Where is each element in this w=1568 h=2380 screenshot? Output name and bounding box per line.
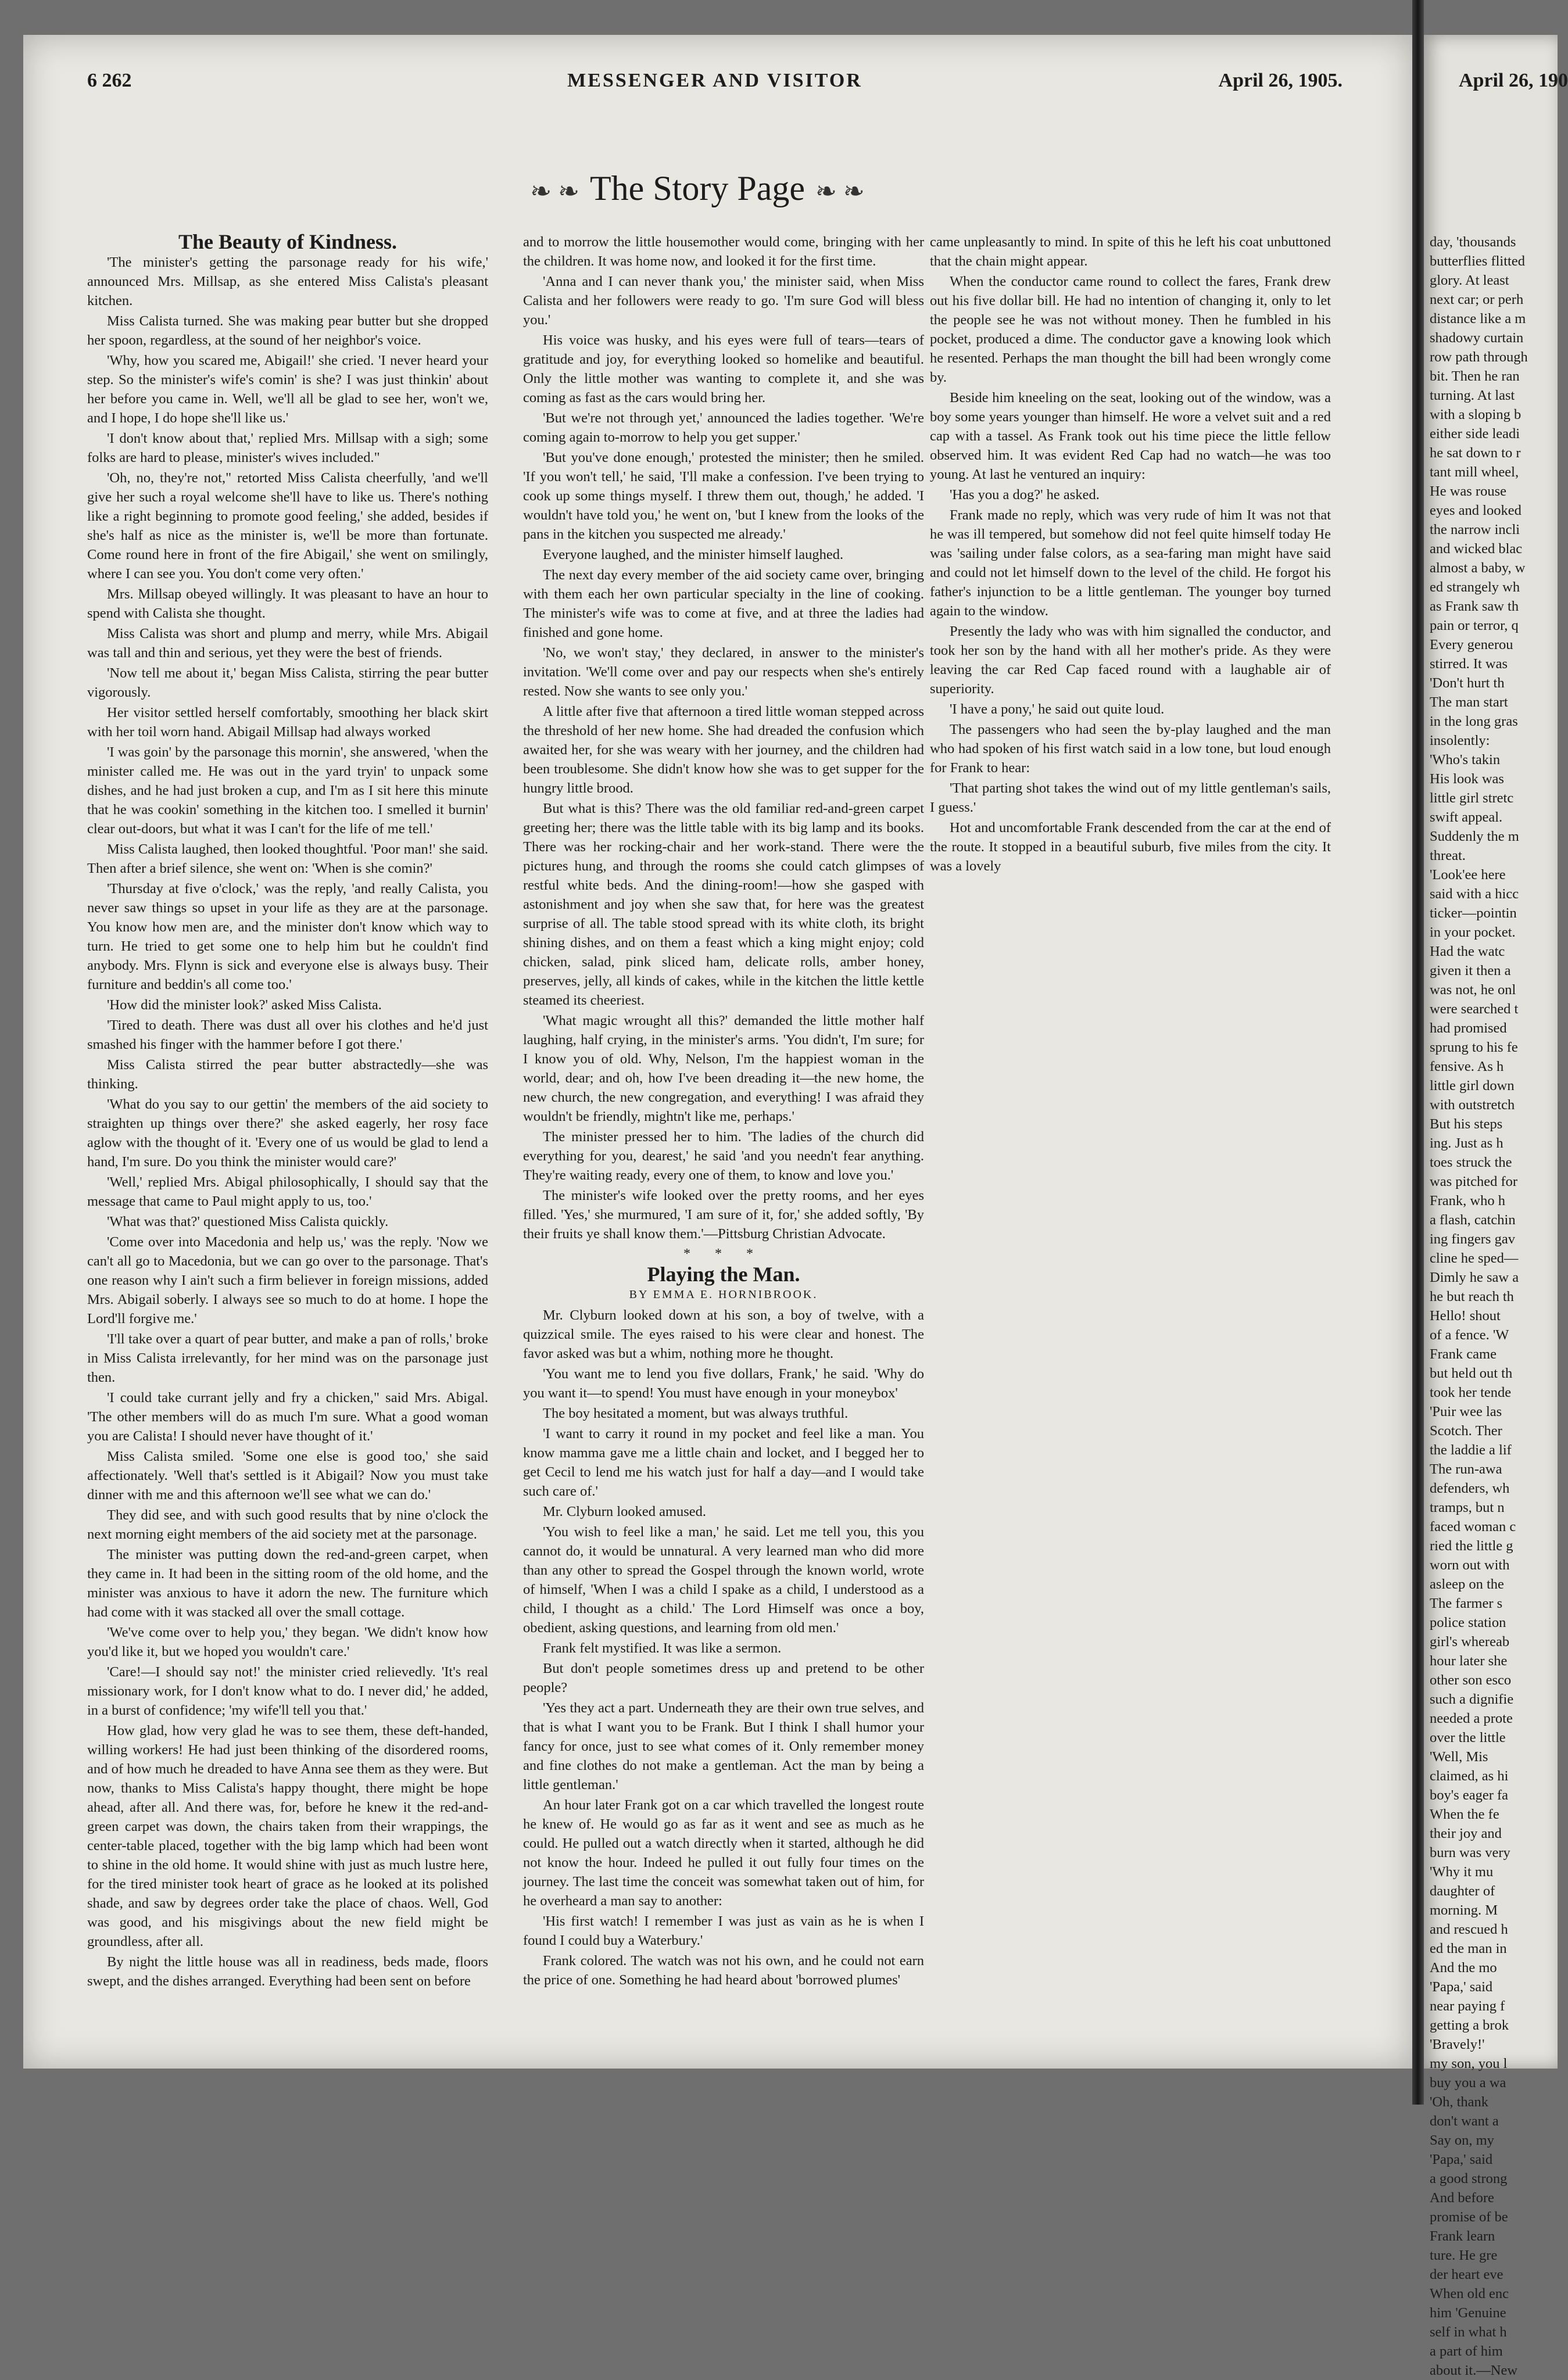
- fragment-line: ried the little g: [1430, 1538, 1513, 1554]
- story-paragraph: The minister pressed her to him. 'The ladies of the church did everything for you, dearest,' he said 'and you needn't fear anything. They're waiting ready, every one of them, to know and love you.': [523, 1129, 924, 1183]
- fragment-line: almost a baby, w: [1430, 560, 1526, 576]
- story-paragraph: By night the little house was all in readiness, beds made, floors swept, and the dishes arranged. Everything had been sent on before: [87, 1954, 488, 1989]
- story-paragraph: 'I have a pony,' he said out quite loud.: [950, 701, 1165, 717]
- fragment-line: had promised: [1430, 1020, 1507, 1036]
- fragment-line: eyes and looked: [1430, 503, 1522, 518]
- fragment-line: ed strangely wh: [1430, 579, 1520, 595]
- story-paragraph: Miss Calista turned. She was making pear butter but she dropped her spoon, regardless, at the sound of her neighbor's voice.: [87, 313, 488, 348]
- fragment-line: 'Why it mu: [1430, 1864, 1494, 1880]
- story-paragraph: Frank made no reply, which was very rude of him It was not that he was ill tempered, but somehow did not feel quite himself today He was 'sailing under false colors, as a sea-faring man might have said and could not let himself down to the level of the child. He forgot his father's injunction to be a little gentleman. The younger boy turned again to the window.: [930, 507, 1331, 619]
- story-paragraph: 'You want me to lend you five dollars, Frank,' he said. 'Why do you want it—to spend! You must have enough in your moneybox': [523, 1366, 924, 1401]
- fragment-line: fensive. As h: [1430, 1059, 1504, 1074]
- story-paragraph: Hot and uncomfortable Frank descended from the car at the end of the route. It stopped in a beautiful suburb, five miles from the city. It was a lovely: [930, 820, 1331, 874]
- fragment-line: took her tende: [1430, 1385, 1512, 1400]
- fragment-line: shadowy curtain: [1430, 330, 1524, 346]
- column-2: [523, 232, 924, 1999]
- fragment-line: stirred. It was: [1430, 656, 1508, 672]
- story-paragraph: 'I was goin' by the parsonage this mornin', she answered, 'when the minister called me. He was out in the yard tryin' to unpack some dishes, and he had just broken a cup, and I'm as I sit here this minute that he was cookin' something in the kitchen too. I smelled it burnin' clear out-doors, but what it was I can't for the life of me tell.': [87, 744, 488, 837]
- fragment-line: police station: [1430, 1615, 1506, 1630]
- story-paragraph-continued: and to morrow the little housemother would come, bringing with her the children. It was home now, and looked it for the first time.: [523, 234, 924, 269]
- story-paragraph: 'What magic wrought all this?' demanded the little mother half laughing, half crying, in the minister's arms. 'You didn't, I'm sure; for I know you of old. Why, Nelson, I'm the happiest woman in the world, dear; and oh, how I've been dreading it—the new home, the new church, the new congregation, and everything! I was afraid they wouldn't be friendly, mightn't like me, perhaps.': [523, 1013, 924, 1124]
- story-paragraph: 'That parting shot takes the wind out of my little gentleman's sails, I guess.': [930, 780, 1331, 815]
- fragment-line: given it then a: [1430, 963, 1511, 978]
- fragment-line: promise of be: [1430, 2209, 1508, 2225]
- story-paragraph: Presently the lady who was with him signalled the conductor, and took her son by the hand with all her mother's pride. As they were leaving the car Red Cap faced round with a laughable air of superiority.: [930, 623, 1331, 697]
- story-paragraph: 'Has you a dog?' he asked.: [950, 487, 1100, 503]
- story-paragraph: Frank colored. The watch was not his own, and he could not earn the price of one. Something he had heard about 'borrowed plumes': [523, 1953, 924, 1988]
- fragment-line: their joy and: [1430, 1826, 1502, 1841]
- story-paragraph: Mrs. Millsap obeyed willingly. It was pleasant to have an hour to spend with Calista she thought.: [87, 586, 488, 621]
- story-paragraph: 'What do you say to our gettin' the members of the aid society to straighten up things over there?' she asked eagerly, her rosy face aglow with the thought of it. 'Every one of us would be glad to lend a hand, I'm sure. Do you think the minister would care?': [87, 1096, 488, 1170]
- story-paragraph: But what is this? There was the old familiar red-and-green carpet greeting her; there was the little table with its big lamp and its books. There was her rocking-chair and her work-stand. There were the pictures hung, and through the rooms she could catch glimpses of restful white beds. And the dining-room!—how she gasped with astonishment and joy when she saw that, for here was the greatest surprise of all. The table stood spread with its white cloth, its bright shining dishes, and on them a feast which a king might enjoy; cold chicken, salad, pink sliced ham, delicate rolls, amber honey, preserves, jelly, all kinds of cakes, while in the kitchen the little kettle steamed its cheeriest.: [523, 801, 924, 1008]
- fragment-line: tramps, but n: [1430, 1500, 1505, 1515]
- fragment-line: sprung to his fe: [1430, 1040, 1518, 1055]
- story-paragraph: 'How did the minister look?' asked Miss Calista.: [107, 997, 382, 1013]
- fragment-line: The run-awa: [1430, 1461, 1502, 1477]
- fragment-line: day, 'thousands: [1430, 234, 1516, 250]
- column-1: [87, 232, 488, 1999]
- masthead: MESSENGER AND VISITOR: [567, 70, 862, 91]
- fragment-line: butterflies flitted: [1430, 253, 1525, 269]
- fragment-line: said with a hicc: [1430, 886, 1519, 902]
- story-byline: BY EMMA E. HORNIBROOK.: [629, 1288, 818, 1301]
- story-paragraph: 'I'll take over a quart of pear butter, and make a pan of rolls,' broke in Miss Calista irrelevantly, for her mind was on the parsonage just then.: [87, 1331, 488, 1385]
- fragment-line: was not, he onl: [1430, 982, 1516, 998]
- story-paragraph: The minister's wife looked over the pretty rooms, and her eyes filled. 'Yes,' she murmured, 'I am sure of it, for,' she added softly, 'By their fruits ye shall know them.'—Pittsburg Christian Advocate.: [523, 1188, 924, 1242]
- story-paragraph: How glad, how very glad he was to see them, these deft-handed, willing workers! He had just been thinking of the disordered rooms, and of how much he dreaded to have Anna see them as they were. But now, thanks to Miss Calista's happy thought, there might be hope ahead, after all. And there was, for, before he knew it the red-and-green carpet was down, the chairs taken from their wrappings, the center-table placed, together with the big lamp which had been wont to shine in the old home. It would shine with just as much lustre here, for the tired minister took heart of grace as he looked at its polished shade, and saw by degrees order take the place of chaos. Well, God was good, and his misgivings about the new field might be groundless, after all.: [87, 1723, 488, 1949]
- story-paragraph: When the conductor came round to collect the fares, Frank drew out his five dollar bill. He had no intention of changing it, only to let the people see he was not without money. Then he fumbled in his pocket, produced a dime. The conductor gave a knowing look which he resented. Perhaps the man thought the bill had been wrongly come by.: [930, 274, 1331, 385]
- leaf-ornament-icon: ❧ ❧: [530, 177, 580, 206]
- story-paragraph: 'The minister's getting the parsonage ready for his wife,' announced Mrs. Millsap, as she entered Miss Calista's pleasant kitchen.: [87, 255, 488, 309]
- fragment-line: and wicked blac: [1430, 541, 1523, 557]
- fragment-line: hour later she: [1430, 1653, 1508, 1669]
- fragment-line: little girl down: [1430, 1078, 1515, 1094]
- fragment-line: And the mo: [1430, 1960, 1497, 1976]
- fragment-line: him 'Genuine: [1430, 2305, 1506, 2321]
- story-title: Playing the Man.: [647, 1263, 800, 1286]
- fragment-line: of a fence. 'W: [1430, 1327, 1509, 1343]
- fragment-line: in your pocket.: [1430, 924, 1516, 940]
- fragment-line: 'Bravely!': [1430, 2037, 1485, 2052]
- story-paragraph: 'Well,' replied Mrs. Abigal philosophically, I should say that the message that came to Paul might apply to us, too.': [87, 1174, 488, 1209]
- newspaper-page: [23, 35, 1412, 2069]
- fragment-line: ticker—pointin: [1430, 905, 1517, 921]
- fragment-line: ed the man in: [1430, 1941, 1507, 1956]
- leaf-ornament-icon: ❧ ❧: [815, 177, 865, 206]
- fragment-line: either side leadi: [1430, 426, 1520, 442]
- story-paragraph: 'We've come over to help you,' they began. 'We didn't know how you'd like it, but we hoped you wouldn't care.': [87, 1625, 488, 1659]
- fragment-line: glory. At least: [1430, 273, 1509, 288]
- story-title: The Beauty of Kindness.: [178, 230, 398, 253]
- fragment-line: next car; or perh: [1430, 292, 1524, 307]
- fragment-line: 'Puir wee las: [1430, 1404, 1502, 1420]
- story-paragraph: 'His first watch! I remember I was just as vain as he is when I found I could buy a Waterbury.': [523, 1913, 924, 1948]
- fragment-line: 'Don't hurt th: [1430, 675, 1505, 691]
- fragment-line: and rescued h: [1430, 1922, 1508, 1937]
- story-paragraph: The minister was putting down the red-and-green carpet, when they came in. It had been in the sitting room of the old home, and the minister was anxious to have it adorn the new. The furniture which had come with it was stacked all over the small cottage.: [87, 1547, 488, 1620]
- story-paragraph: 'But you've done enough,' protested the minister; then he smiled. 'If you won't tell,' he said, 'I'll make a confession. I've been trying to cook up some things myself. I threw them out, though,' he added. 'I wouldn't have told you,' he went on, 'but I knew from the looks of the pans in the kitchen you suspected me already.': [523, 450, 924, 542]
- fragment-line: der heart eve: [1430, 2267, 1503, 2282]
- fragment-line: over the little: [1430, 1730, 1506, 1745]
- story-paragraph: 'What was that?' questioned Miss Calista quickly.: [107, 1214, 389, 1230]
- story-paragraph: 'You wish to feel like a man,' he said. Let me tell you, this you cannot do, it would be unnatural. A very learned man who did more than any other to spread the Gospel through the known world, wrote of himself, 'When I was a child I spake as a child, I understood as a child, I thought as a child.' The Lord Himself was once a boy, obedient, asking questions, and learning from old men.': [523, 1524, 924, 1636]
- fragment-line: He was rouse: [1430, 483, 1506, 499]
- fragment-line: toes struck the: [1430, 1155, 1512, 1170]
- column-3: [930, 232, 1331, 1999]
- fragment-line: morning. M: [1430, 1902, 1498, 1918]
- fragment-line: about it.—New: [1430, 2363, 1518, 2378]
- fragment-line: as Frank saw th: [1430, 598, 1519, 614]
- fragment-line: was pitched for: [1430, 1174, 1518, 1189]
- story-paragraph: An hour later Frank got on a car which travelled the longest route he knew of. He would go as far as it went and see as much as he could. He pulled out a watch directly when it started, although he did not know the hour. Indeed he pulled it out fully four times on the journey. The last time the conceit was somewhat taken out of him, for he overheard a man say to another:: [523, 1797, 924, 1909]
- fragment-line: needed a prote: [1430, 1711, 1513, 1726]
- page-gutter: [1412, 0, 1424, 2105]
- fragment-line: Hello! shout: [1430, 1308, 1501, 1324]
- story-paragraph: 'But we're not through yet,' announced the ladies together. 'We're coming again to-morrow to help you get supper.': [523, 410, 924, 445]
- fragment-line: were searched t: [1430, 1001, 1519, 1017]
- fragment-line: buy you a wa: [1430, 2075, 1506, 2091]
- story-paragraph: 'Now tell me about it,' began Miss Calista, stirring the pear butter vigorously.: [87, 665, 488, 700]
- story-paragraph: Miss Calista stirred the pear butter abstractedly—she was thinking.: [87, 1057, 488, 1092]
- fragment-line: 'Well, Mis: [1430, 1749, 1488, 1765]
- fragment-line: Had the watc: [1430, 944, 1505, 959]
- story-paragraph: 'Care!—I should say not!' the minister cried relievedly. 'It's real missionary work, for I don't know what to do. I never did,' he added, in a burst of confidence; 'my wife'll tell you that.': [87, 1664, 488, 1718]
- fragment-line: but held out th: [1430, 1365, 1513, 1381]
- fragment-line: burn was very: [1430, 1845, 1510, 1861]
- story-paragraph: 'I don't know about that,' replied Mrs. Millsap with a sigh; some folks are hard to please, minister's wives included.": [87, 431, 488, 465]
- fragment-line: distance like a m: [1430, 311, 1526, 327]
- story-paragraph: They did see, and with such good results that by nine o'clock the next morning eight members of the aid society met at the parsonage.: [87, 1507, 488, 1542]
- fragment-line: worn out with: [1430, 1557, 1510, 1573]
- fragment-line: turning. At last: [1430, 388, 1515, 403]
- fragment-line: Frank learn: [1430, 2228, 1495, 2244]
- fragment-line: such a dignifie: [1430, 1691, 1514, 1707]
- fragment-line: he but reach th: [1430, 1289, 1514, 1304]
- fragment-line: swift appeal.: [1430, 809, 1503, 825]
- fragment-line: Suddenly the m: [1430, 829, 1519, 844]
- story-paragraph: 'Tired to death. There was dust all over his clothes and he'd just smashed his finger with the hammer before I got there.': [87, 1017, 488, 1052]
- fragment-line: with outstretch: [1430, 1097, 1515, 1113]
- story-paragraph: Miss Calista was short and plump and merry, while Mrs. Abigail was tall and thin and serious, yet they were the best of friends.: [87, 626, 488, 661]
- fragment-line: When the fe: [1430, 1806, 1499, 1822]
- section-separator: * * *: [683, 1246, 764, 1261]
- fragment-line: tant mill wheel,: [1430, 464, 1519, 480]
- page-number: 6 262: [87, 70, 132, 91]
- story-paragraph: Mr. Clyburn looked amused.: [543, 1504, 707, 1519]
- fragment-line: Frank, who h: [1430, 1193, 1505, 1209]
- fragment-line: 'Oh, thank: [1430, 2094, 1489, 2110]
- fragment-line: insolently:: [1430, 733, 1490, 748]
- facing-page-column: [1430, 232, 1552, 2380]
- issue-date: April 26, 1905.: [1218, 70, 1343, 91]
- story-paragraph: Her visitor settled herself comfortably, smoothing her black skirt with her toil worn hand. Abigail Millsap had always worked: [87, 705, 488, 740]
- fragment-line: 'Papa,' said: [1430, 2152, 1493, 2167]
- story-paragraph: 'Why, how you scared me, Abigail!' she cried. 'I never heard your step. So the minister's wife's comin' is she? I was just thinkin' about her before you came in. Well, we'll all be glad to see her, won't we, and I hope, I do hope she'll like us.': [87, 353, 488, 426]
- fragment-line: self in what h: [1430, 2324, 1507, 2340]
- fragment-line: ture. He gre: [1430, 2248, 1498, 2263]
- fragment-line: Dimly he saw a: [1430, 1270, 1519, 1285]
- fragment-line: The man start: [1430, 694, 1508, 710]
- fragment-line: a flash, catchin: [1430, 1212, 1516, 1228]
- story-paragraph: A little after five that afternoon a tired little woman stepped across the threshold of her new home. She had dreaded the confusion which awaited her, for she was weary with her journey, and the children had been troublesome. She didn't know how she was to get supper for the hungry little brood.: [523, 704, 924, 796]
- fragment-line: getting a brok: [1430, 2017, 1509, 2033]
- fragment-line: threat.: [1430, 848, 1466, 863]
- fragment-line: Frank came: [1430, 1346, 1497, 1362]
- story-paragraph: His voice was husky, and his eyes were full of tears—tears of gratitude and joy, for everything looked so homelike and beautiful. Only the little mother was wanting to complete it, and she was coming as fast as the cars would bring her.: [523, 332, 924, 406]
- fragment-line: faced woman c: [1430, 1519, 1516, 1535]
- facing-page-running-head: April 26, 190: [1459, 70, 1568, 91]
- story-paragraph: 'Come over into Macedonia and help us,' was the reply. 'Now we can't all go to Macedonia, but we can go over to the parsonage. That's one reason why I ain't such a firm believer in foreign missions, added Mrs. Abigail soberly. I always see so much to do at home. I hope the Lord'll forgive me.': [87, 1234, 488, 1327]
- fragment-line: with a sloping b: [1430, 407, 1522, 422]
- story-paragraph: Miss Calista laughed, then looked thoughtful. 'Poor man!' she said. Then after a brief silence, she went on: 'When is she comin?': [87, 841, 488, 876]
- story-paragraph: 'Oh, no, they're not," retorted Miss Calista cheerfully, 'and we'll give her such a royal welcome she'll have to like us. There's nothing like a right beginning to promote good feeling,' she added, besides if she's half as nice as the minister is, we'll be more than fortunate. Come round here in front of the fire Abigail,' she went on smilingly, where I can see you. You don't come very often.': [87, 470, 488, 582]
- fragment-line: other son esco: [1430, 1672, 1512, 1688]
- fragment-line: 'Who's takin: [1430, 752, 1501, 768]
- fragment-line: cline he sped—: [1430, 1250, 1519, 1266]
- fragment-line: boy's eager fa: [1430, 1787, 1509, 1803]
- fragment-line: near paying f: [1430, 1998, 1505, 2014]
- fragment-line: bit. Then he ran: [1430, 368, 1520, 384]
- fragment-line: the laddie a lif: [1430, 1442, 1512, 1458]
- fragment-line: But his steps: [1430, 1116, 1503, 1132]
- fragment-line: defenders, wh: [1430, 1481, 1510, 1496]
- section-title: [477, 169, 918, 209]
- story-paragraph: But don't people sometimes dress up and pretend to be other people?: [523, 1661, 924, 1696]
- fragment-line: ing fingers gav: [1430, 1231, 1515, 1247]
- fragment-line: he sat down to r: [1430, 445, 1521, 461]
- story-paragraph: The passengers who had seen the by-play laughed and the man who had spoken of his first watch said in a low tone, but loud enough for Frank to hear:: [930, 722, 1331, 776]
- story-paragraph: Beside him kneeling on the seat, looking out of the window, was a boy some years younger than himself. He wore a velvet suit and a red cap with a tassel. As Frank took out his time piece the little fellow observed him. It was evident Red Cap had no watch—he was too young. At last he ventured an inquiry:: [930, 390, 1331, 482]
- fragment-line: in the long gras: [1430, 714, 1518, 729]
- story-paragraph: 'No, we won't stay,' they declared, in answer to the minister's invitation. 'We'll come over and pay our respects when she's entirely rested. Now she wants to see only you.': [523, 645, 924, 699]
- fragment-line: ing. Just as h: [1430, 1135, 1503, 1151]
- story-paragraph: Frank felt mystified. It was like a sermon.: [543, 1640, 782, 1656]
- fragment-line: a good strong: [1430, 2171, 1508, 2187]
- fragment-line: pain or terror, q: [1430, 618, 1519, 633]
- story-paragraph: Everyone laughed, and the minister himself laughed.: [543, 547, 844, 562]
- fragment-line: When old enc: [1430, 2286, 1509, 2302]
- story-paragraph: 'Anna and I can never thank you,' the minister said, when Miss Calista and her followers were ready to go. 'I'm sure God will bless you.': [523, 274, 924, 328]
- story-paragraph: Miss Calista smiled. 'Some one else is good too,' she said affectionately. 'Well that's settled is it Abigail? Now you must take dinner with me and this afternoon we'll see what we can do.': [87, 1449, 488, 1503]
- fragment-line: His look was: [1430, 771, 1504, 787]
- story-paragraph: The next day every member of the aid society came over, bringing with them each her own particular specialty in the line of cooking. The minister's wife was to come at five, and at three the ladies had finished and gone home.: [523, 567, 924, 640]
- fragment-line: 'Papa,' said: [1430, 1979, 1493, 1995]
- fragment-line: little girl stretc: [1430, 790, 1514, 806]
- fragment-line: a part of him: [1430, 2343, 1503, 2359]
- facing-page-fragment: [1424, 35, 1568, 2378]
- story-paragraph: Mr. Clyburn looked down at his son, a boy of twelve, with a quizzical smile. The eyes raised to his were clear and honest. The favor asked was but a whim, nothing more he thought.: [523, 1307, 924, 1361]
- fragment-line: Scotch. Ther: [1430, 1423, 1502, 1439]
- story-paragraph-continued: came unpleasantly to mind. In spite of this he left his coat unbuttoned that the chain might appear.: [930, 234, 1331, 269]
- fragment-line: Say on, my: [1430, 2132, 1494, 2148]
- story-paragraph: The boy hesitated a moment, but was always truthful.: [543, 1406, 849, 1421]
- story-paragraph: 'I want to carry it round in my pocket and feel like a man. You know mamma gave me a little chain and locket, and I begged her to get Cecil to lend me his watch just for half a day—and I would take such care of.': [523, 1426, 924, 1499]
- fragment-line: And before: [1430, 2190, 1494, 2206]
- fragment-line: asleep on the: [1430, 1576, 1504, 1592]
- fragment-line: daughter of: [1430, 1883, 1495, 1899]
- fragment-line: the narrow incli: [1430, 522, 1520, 537]
- section-title-text: The Story Page: [590, 169, 805, 207]
- story-paragraph: 'Yes they act a part. Underneath they are their own true selves, and that is what I want you to be Frank. But I think I shall humor your fancy for once, just to see what comes of it. Only remember money and fine clothes do not make a gentleman. Act the man by being a little gentleman.': [523, 1700, 924, 1793]
- story-paragraph: 'I could take currant jelly and fry a chicken," said Mrs. Abigal. 'The other members will do as much I'm sure. What a good woman you are Calista! I should never have thought of it.': [87, 1390, 488, 1444]
- fragment-line: girl's whereab: [1430, 1634, 1510, 1650]
- fragment-line: my son, you l: [1430, 2056, 1508, 2071]
- story-paragraph: 'Thursday at five o'clock,' was the reply, 'and really Calista, you never saw things so upset in your life as they are at the parsonage. You know how men are, and the minister don't know which way to turn. He tried to get some one to help him but he couldn't find anybody. Mrs. Flynn is sick and everyone else is always busy. Their furniture and beddin's all come too.': [87, 881, 488, 992]
- fragment-line: claimed, as hi: [1430, 1768, 1509, 1784]
- fragment-line: row path through: [1430, 349, 1528, 365]
- fragment-line: The farmer s: [1430, 1596, 1503, 1611]
- fragment-line: don't want a: [1430, 2113, 1499, 2129]
- running-head: [87, 70, 1343, 105]
- fragment-line: 'Look'ee here: [1430, 867, 1506, 883]
- fragment-line: Every generou: [1430, 637, 1513, 653]
